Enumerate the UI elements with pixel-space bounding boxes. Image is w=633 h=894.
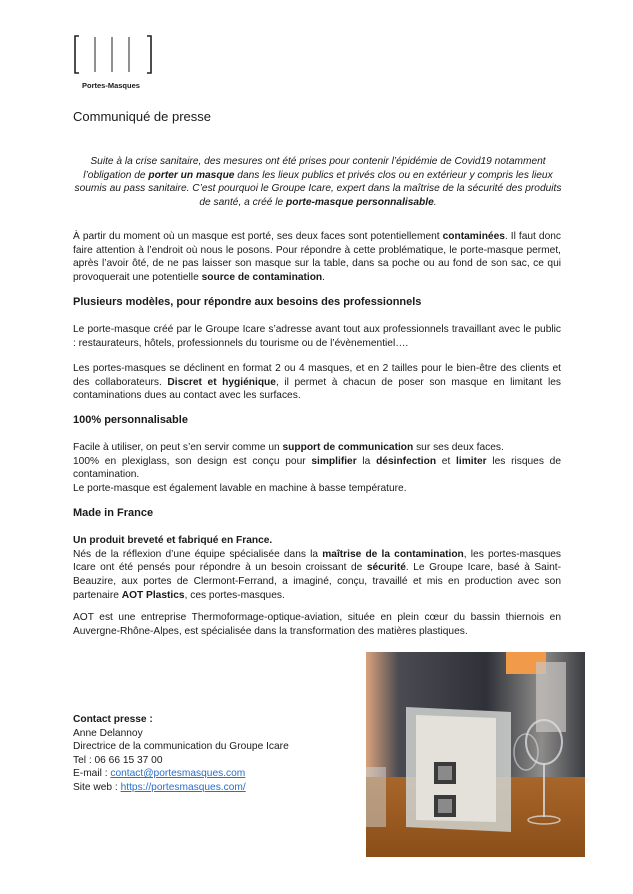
text: Nés de la réflexion d’une équipe spécialisée dans la (73, 548, 323, 560)
text: AOT est une entreprise Thermoformage-optique-aviation, située en plein cœur du bassin thiernois en Auvergne-Rhône-Alpes, est spécialisée dans la transformation des matières plastiques. (73, 612, 561, 637)
text: , les portes-masques Icare ont été pensés pour répondre à un besoin croissant de (73, 548, 561, 574)
product-photo (366, 652, 585, 857)
text: . (322, 272, 325, 284)
portes-masques-logo (73, 34, 153, 90)
paragraph-contamination (73, 230, 561, 285)
section-title-models: Plusieurs modèles, pour répondre aux besoins des professionnels (73, 296, 422, 308)
text: . Il faut donc faire attention à l’endroit où nous le posons. Pour répondre à cette problématique, le porte-masque permet, après l’avoir ôté, de ne pas laisser son masque sur la table, dans sa poche ou au fond de son sac, ce qui provoquerait une potentielle (73, 231, 561, 284)
text: et (436, 455, 457, 467)
website-link[interactable]: https://portesmasques.com/ (120, 781, 246, 793)
text: la (356, 455, 377, 467)
intro-paragraph (73, 155, 563, 210)
text: sur ses deux faces. (413, 442, 504, 453)
section-title-customizable: 100% personnalisable (73, 414, 188, 426)
text: . Le Groupe Icare, basé à Saint-Beauzire, aux portes de Clermont-Ferrand, a imaginé, conçu, travaillé et mis en production avec son partenaire (73, 562, 561, 601)
section-france-aot (73, 611, 561, 638)
text: Le porte-masque créé par le Groupe Icare s’adresse avant tout aux professionnels travaillant avec le public : restaurateurs, hôtels, professionnels du tourisme ou de l’évènementiel…. (73, 324, 561, 349)
bracket-logo-icon (73, 34, 153, 76)
text: Les portes-masques se déclinent en format 2 ou 4 masques, et en 2 tailles pour le bien-être des clients et des collaborateurs. (73, 363, 561, 388)
text: , il permet à chacun de poser son masque en limitant les contaminations dues au contact avec les surfaces. (73, 376, 561, 402)
section-customizable-body (73, 441, 561, 496)
section-france-body (73, 534, 561, 603)
bold-text: simplifier (311, 455, 357, 467)
contact-role: Directrice de la communication du Groupe Icare (73, 741, 289, 753)
contact-heading: Contact presse : (73, 714, 153, 725)
text: , ces portes-masques. (184, 589, 285, 601)
text: Facile à utiliser, on peut s’en servir comme un (73, 442, 283, 453)
bold-text: AOT Plastics (121, 589, 185, 601)
bold-text: sécurité (366, 562, 406, 574)
text: les risques de contamination. (73, 455, 561, 481)
bold-text: limiter (456, 455, 487, 467)
bold-text: maîtrise de la contamination (322, 548, 464, 560)
intro-text: Suite à la crise sanitaire, des mesures ont été prises pour contenir l’épidémie de Covid19 notamment l’obligation de (83, 156, 546, 181)
contact-phone: Tel : 06 66 15 37 00 (73, 754, 163, 766)
email-label: E-mail : (73, 768, 111, 780)
section-models-p2 (73, 362, 561, 403)
bold-text: source de contamination (201, 272, 323, 284)
bold-text: support de communication (282, 442, 414, 453)
email-link[interactable]: contact@portesmasques.com (110, 768, 246, 780)
intro-text: dans les lieux publics et privés clos ou en extérieur y compris les lieux soumis au pass sanitaire. C’est pourquoi le Groupe Icare, expert dans la maîtrise de la sécurité des produits de santé, a créé le (74, 169, 562, 209)
bold-text: contaminées (442, 231, 505, 242)
press-contact (73, 713, 289, 795)
section-subtitle: Un produit breveté et fabriqué en France. (73, 535, 273, 546)
intro-bold: porte-masque personnalisable (286, 197, 434, 209)
text: 100% en plexiglass, son design est conçu pour (73, 455, 312, 467)
text: À partir du moment où un masque est porté, ses deux faces sont potentiellement (73, 231, 443, 242)
intro-text: . (433, 197, 437, 209)
bold-text: désinfection (376, 455, 437, 467)
section-models-p1 (73, 323, 561, 350)
page-title: Communiqué de presse (73, 109, 212, 124)
website-label: Site web : (73, 781, 121, 793)
contact-name: Anne Delannoy (73, 727, 143, 739)
bold-text: Discret et hygiénique (167, 376, 276, 388)
section-title-made-in-france: Made in France (73, 507, 154, 519)
text: Le porte-masque est également lavable en machine à basse température. (73, 483, 407, 495)
logo-text: Portes-Masques (82, 81, 140, 90)
mask-holder-photo-image (366, 652, 585, 857)
intro-bold: porter un masque (148, 169, 235, 181)
